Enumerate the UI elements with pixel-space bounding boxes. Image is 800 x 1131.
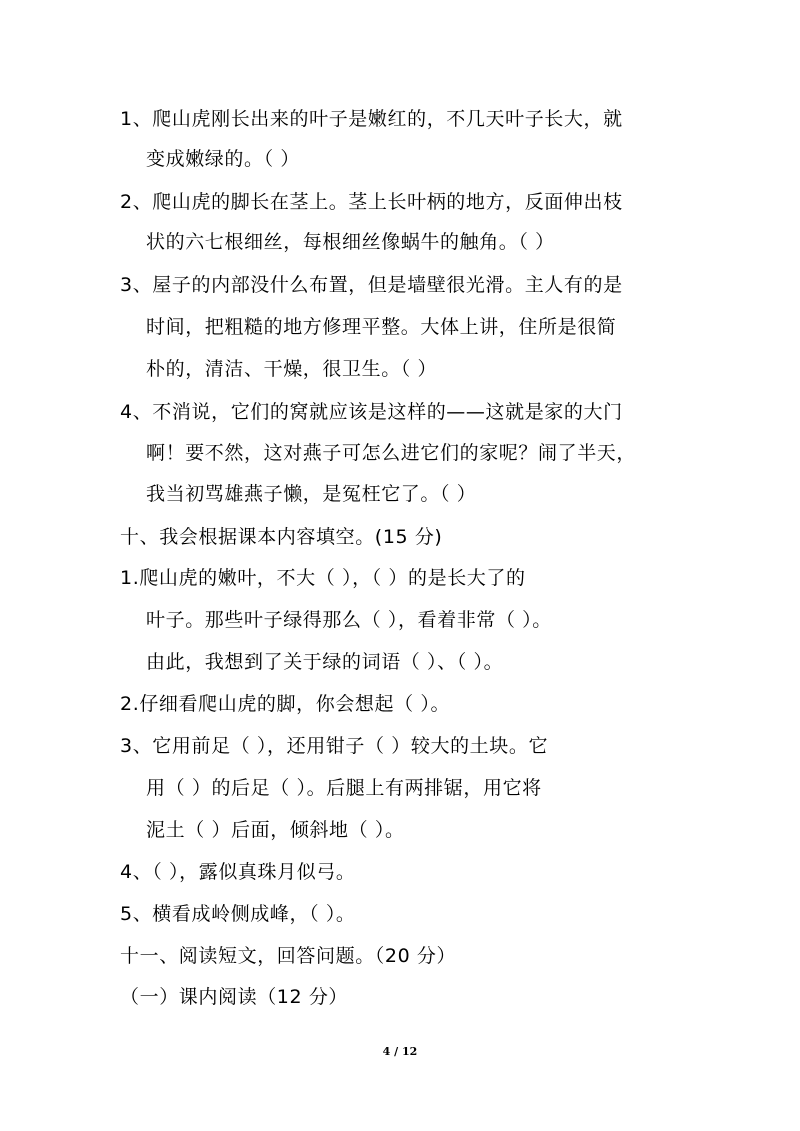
fill-line-1c: 由此，我想到了关于绿的词语（ ）、（ ）。	[146, 651, 504, 673]
fill-line-2: 2.仔细看爬山虎的脚，你会想起（ ）。	[120, 693, 451, 715]
fill-line-5: 5、横看成岭侧成峰，（ ）。	[120, 903, 356, 925]
text-line-q3c: 朴的，清洁、干燥，很卫生。（ ）	[146, 358, 438, 380]
fill-line-3c: 泥土（ ）后面，倾斜地（ ）。	[146, 819, 405, 841]
fill-line-1a: 1.爬山虎的嫩叶，不大（ ），（ ）的是长大了的	[120, 567, 526, 589]
section-heading-10: 十、我会根据课本内容填空。(15 分)	[120, 526, 443, 548]
page-number: 4 / 12	[382, 1045, 418, 1058]
text-line-q4c: 我当初骂雄燕子懒，是冤枉它了。（ ）	[146, 483, 477, 505]
text-line-q3a: 3、屋子的内部没什么布置，但是墙壁很光滑。主人有的是	[120, 274, 623, 296]
fill-line-1b: 叶子。那些叶子绿得那么（ ），看着非常（ ）。	[146, 609, 552, 631]
subsection-heading-1: （一）课内阅读（12 分）	[120, 986, 349, 1008]
text-line-q1b: 变成嫩绿的。（ ）	[146, 148, 300, 170]
text-line-q1a: 1、爬山虎刚长出来的叶子是嫩红的，不几天叶子长大，就	[120, 108, 623, 130]
text-line-q2b: 状的六七根细丝，每根细丝像蜗牛的触角。（ ）	[146, 231, 555, 253]
fill-line-3b: 用（ ）的后足（ ）。后腿上有两排锯，用它将	[146, 777, 542, 799]
section-heading-11: 十一、阅读短文，回答问题。（20 分）	[120, 945, 457, 967]
fill-line-3a: 3、它用前足（ ），还用钳子（ ）较大的土块。它	[120, 735, 549, 757]
text-line-q3b: 时间，把粗糙的地方修理平整。大体上讲，住所是很简	[146, 316, 617, 338]
text-line-q4b: 啊！要不然，这对燕子可怎么进它们的家呢？闹了半天，	[146, 442, 637, 464]
text-line-q4a: 4、不消说，它们的窝就应该是这样的——这就是家的大门	[120, 401, 623, 423]
fill-line-4: 4、（ ），露似真珠月似弓。	[120, 861, 356, 883]
text-line-q2a: 2、爬山虎的脚长在茎上。茎上长叶柄的地方，反面伸出枝	[120, 191, 623, 213]
